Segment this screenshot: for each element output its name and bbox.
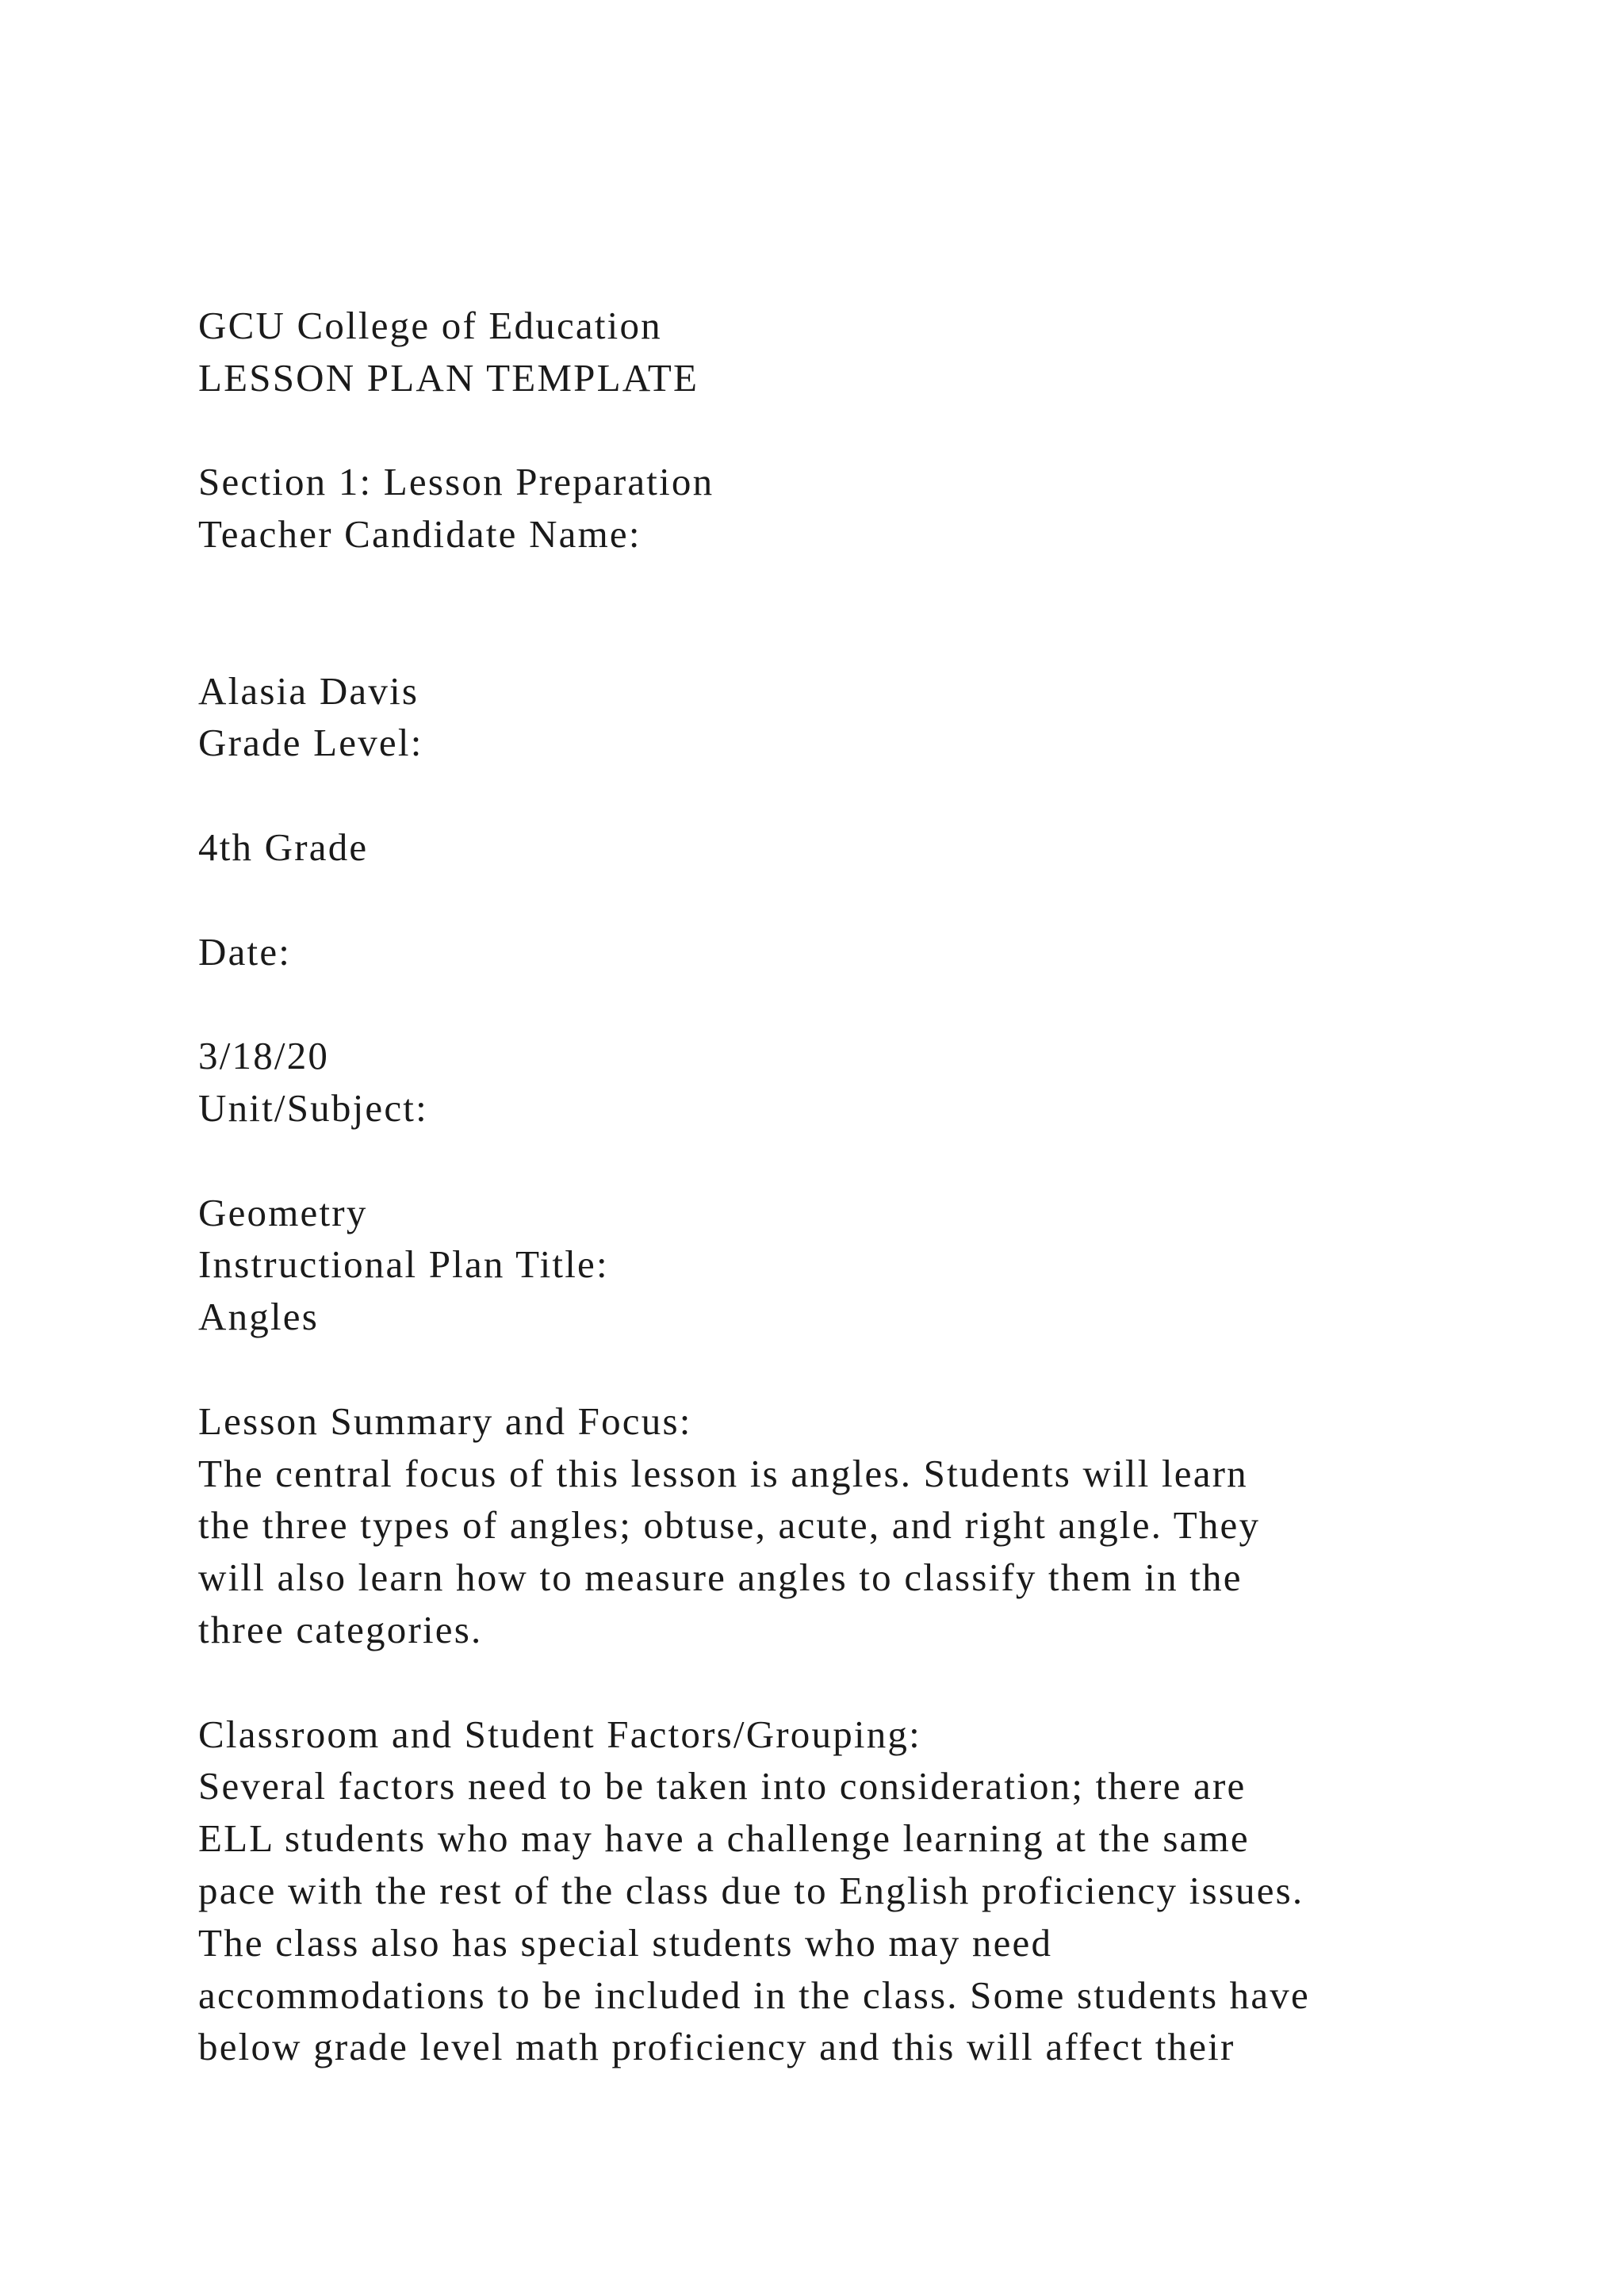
spacer xyxy=(198,561,1467,613)
teacher-name-value: Alasia Davis xyxy=(198,668,419,713)
summary-text-line: will also learn how to measure angles to classify them in the xyxy=(198,1556,1243,1600)
spacer xyxy=(198,613,1467,665)
factors-text-line: pace with the rest of the class due to English proficiency issues. xyxy=(198,1868,1304,1912)
factors-text-line: below grade level math proficiency and this will affect their xyxy=(198,2025,1235,2069)
college-name: GCU College of Education xyxy=(198,304,662,347)
date-value: 3/18/20 xyxy=(198,1034,330,1078)
factors-label: Classroom and Student Factors/Grouping: xyxy=(198,1712,921,1756)
grade-level-label: Grade Level: xyxy=(198,721,423,765)
summary-label: Lesson Summary and Focus: xyxy=(198,1399,692,1443)
section-heading: Section 1: Lesson Preparation xyxy=(198,460,714,504)
summary-text-line: the three types of angles; obtuse, acute, and right angle. They xyxy=(198,1503,1261,1548)
spacer xyxy=(198,874,1467,926)
factors-text-line: accommodations to be included in the class. Some students have xyxy=(198,1973,1310,2017)
document-body xyxy=(198,300,1467,2073)
spacer xyxy=(198,1343,1467,1395)
summary-text-line: three categories. xyxy=(198,1607,483,1651)
date-label: Date: xyxy=(198,929,292,974)
factors-text-line: The class also has special students who may need xyxy=(198,1920,1053,1965)
factors-text-line: ELL students who may have a challenge learning at the same xyxy=(198,1816,1250,1861)
summary-text-line: The central focus of this lesson is angles. Students will learn xyxy=(198,1451,1248,1495)
spacer xyxy=(198,1135,1467,1187)
spacer xyxy=(198,1656,1467,1709)
template-title: LESSON PLAN TEMPLATE xyxy=(198,355,699,400)
factors-text-line: Several factors need to be taken into consideration; there are xyxy=(198,1764,1247,1808)
spacer xyxy=(198,404,1467,457)
teacher-name-label: Teacher Candidate Name: xyxy=(198,512,642,557)
spacer xyxy=(198,978,1467,1030)
unit-subject-label: Unit/Subject: xyxy=(198,1085,428,1130)
unit-subject-value: Geometry xyxy=(198,1190,368,1234)
plan-title-label: Instructional Plan Title: xyxy=(198,1242,609,1287)
plan-title-value: Angles xyxy=(198,1295,320,1339)
grade-level-value: 4th Grade xyxy=(198,825,369,869)
spacer xyxy=(198,769,1467,821)
